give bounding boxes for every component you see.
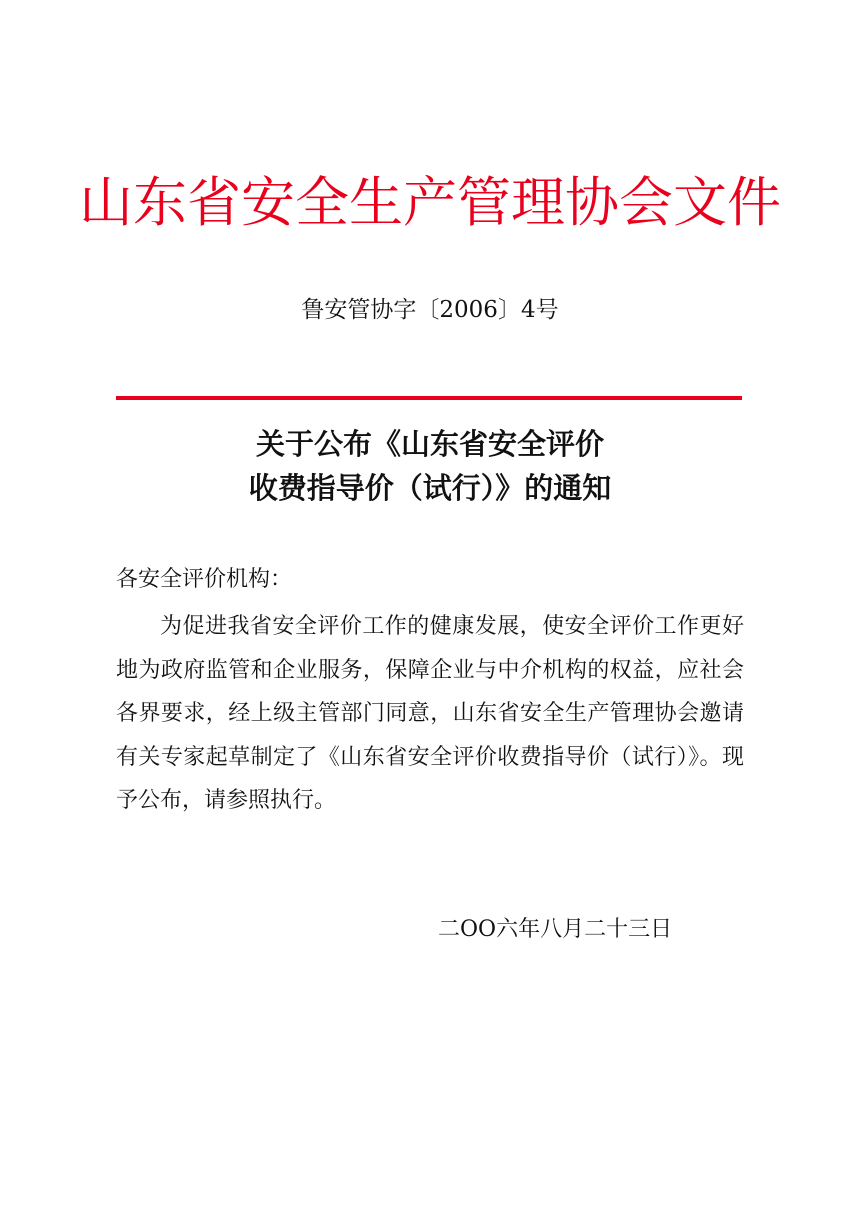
notice-title-line-2: 收费指导价（试行）》的通知 bbox=[248, 471, 612, 505]
salutation: 各安全评价机构： bbox=[116, 567, 293, 592]
notice-body: 为促进我省安全评价工作的健康发展，使安全评价工作更好地为政府监管和企业服务，保障企业与中介机构的权益，应社会各界要求，经上级主管部门同意，山东省安全生产管理协会邀请有关专家起草制定了《山东省安全评价收费指导价（试行）》。现予公布，请参照执行。 bbox=[116, 614, 744, 813]
document-number: 鲁安管协字〔2006〕4号 bbox=[301, 297, 559, 323]
document-header-title: 山东省安全生产管理协会文件 bbox=[79, 171, 781, 234]
notice-title-line-1: 关于公布《山东省安全评价 bbox=[255, 427, 604, 461]
header-divider bbox=[116, 396, 742, 400]
notice-title bbox=[0, 422, 860, 510]
issue-date: 二OO六年八月二十三日 bbox=[438, 917, 673, 942]
